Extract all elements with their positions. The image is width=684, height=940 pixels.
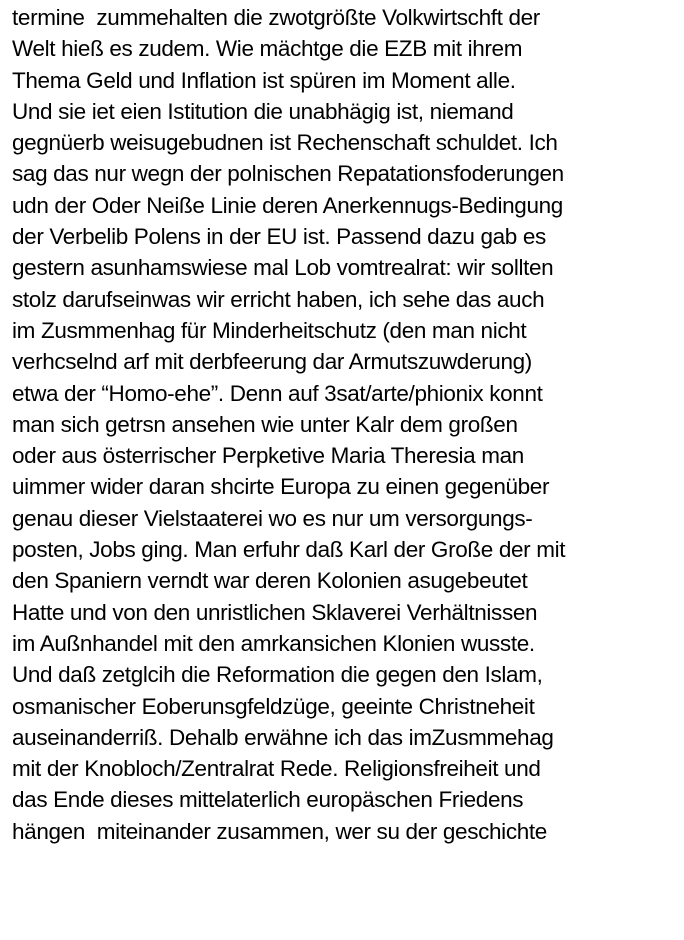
text-line: Und daß zetglcih die Reformation die gegen den Islam, — [12, 662, 543, 688]
text-line: udn der Oder Neiße Linie deren Anerkennugs-Bedingung — [12, 192, 563, 218]
text-line: Thema Geld und Inflation ist spüren im Moment alle. — [12, 67, 516, 93]
body-text — [12, 2, 682, 847]
text-line: im Außnhandel mit den amrkansichen Klonien wusste. — [12, 630, 535, 656]
text-line: den Spaniern verndt war deren Kolonien asugebeutet — [12, 568, 528, 594]
text-line: hängen miteinander zusammen, wer su der geschichte — [12, 818, 547, 844]
text-line: uimmer wider daran shcirte Europa zu einen gegenüber — [12, 474, 550, 500]
text-line: man sich getrsn ansehen wie unter Kalr dem großen — [12, 411, 518, 437]
text-line: stolz darufseinwas wir erricht haben, ich sehe das auch — [12, 286, 545, 312]
text-line: oder aus österrischer Perpketive Maria Theresia man — [12, 443, 524, 469]
text-line: gestern asunhamswiese mal Lob vomtrealrat: wir sollten — [12, 255, 554, 281]
text-line: osmanischer Eoberunsgfeldzüge, geeinte Christneheit — [12, 693, 535, 719]
text-line: mit der Knobloch/Zentralrat Rede. Religionsfreiheit und — [12, 756, 541, 782]
text-line: posten, Jobs ging. Man erfuhr daß Karl der Große der mit — [12, 537, 566, 563]
text-line: Und sie iet eien Istitution die unabhägig ist, niemand — [12, 98, 514, 124]
text-line: etwa der “Homo-ehe”. Denn auf 3sat/arte/phionix konnt — [12, 380, 543, 406]
text-line: im Zusmmenhag für Minderheitschutz (den man nicht — [12, 317, 527, 343]
text-line: Welt hieß es zudem. Wie mächtge die EZB mit ihrem — [12, 36, 523, 62]
text-line: das Ende dieses mittelaterlich europäschen Friedens — [12, 787, 524, 813]
text-line: auseinanderriß. Dehalb erwähne ich das imZusmmehag — [12, 724, 554, 750]
text-line: gegnüerb weisugebudnen ist Rechenschaft schuldet. Ich — [12, 130, 558, 156]
text-line: der Verbelib Polens in der EU ist. Passend dazu gab es — [12, 224, 546, 250]
text-line: verhcselnd arf mit derbfeerung dar Armutszuwderung) — [12, 349, 532, 375]
text-line: Hatte und von den unristlichen Sklaverei Verhältnissen — [12, 599, 538, 625]
text-line: sag das nur wegn der polnischen Repatationsfoderungen — [12, 161, 564, 187]
text-line: termine zummehalten die zwotgrößte Volkwirtschft der — [12, 5, 540, 30]
text-line: genau dieser Vielstaaterei wo es nur um versorgungs- — [12, 505, 533, 531]
